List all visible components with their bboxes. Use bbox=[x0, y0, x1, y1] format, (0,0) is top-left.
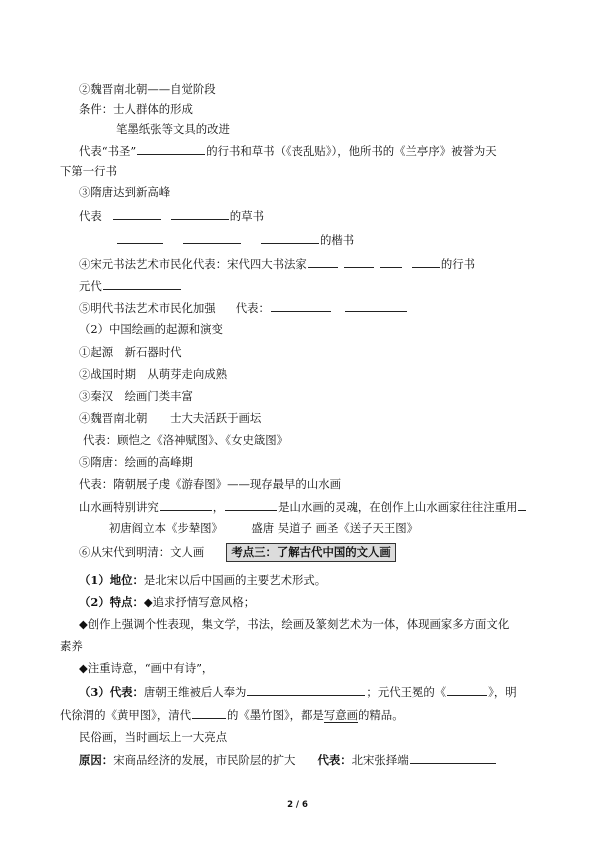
text-line bbox=[79, 256, 475, 272]
fill-blank[interactable] bbox=[412, 256, 440, 268]
text-line: 条件：士人群体的形成 bbox=[79, 102, 193, 116]
fill-blank[interactable] bbox=[113, 208, 161, 220]
text-fragment: 代表： bbox=[235, 301, 270, 315]
fill-blank[interactable] bbox=[247, 684, 365, 696]
text-fragment: 的楷书 bbox=[320, 233, 355, 247]
text-fragment: 的行书和草书（《丧乱贴》），他所书的《兰亭序》被誉为天 bbox=[206, 144, 497, 158]
text-fragment: ◆追求抒情写意风格； bbox=[143, 595, 256, 609]
text-fragment: 的《墨竹图》，都是 bbox=[227, 708, 324, 722]
text-fragment: 北宋张择端 bbox=[351, 753, 409, 767]
fill-blank[interactable] bbox=[103, 278, 181, 290]
text-fragment: ⑥从宋代到明清：文人画 bbox=[79, 545, 205, 559]
fill-blank[interactable] bbox=[380, 256, 402, 268]
text-fragment: （1）地位： bbox=[79, 573, 144, 587]
text-fragment: 是北宋以后中国画的主要艺术形式。 bbox=[143, 573, 327, 587]
text-line bbox=[79, 595, 255, 610]
text-fragment: ；元代王冕的《 bbox=[366, 685, 447, 699]
text-fragment: ， bbox=[212, 500, 225, 514]
fill-blank[interactable] bbox=[344, 256, 374, 268]
text-fragment: 的精品。 bbox=[358, 708, 404, 722]
fill-blank[interactable] bbox=[192, 707, 226, 719]
fill-blank[interactable] bbox=[171, 208, 229, 220]
text-line: ②战国时期 从萌芽走向成熟 bbox=[79, 367, 228, 381]
text-fragment: ④宋元书法艺术市民化代表：宋代四大书法家 bbox=[79, 257, 307, 271]
fill-blank[interactable] bbox=[410, 752, 496, 764]
text-line: ③隋唐达到新高峰 bbox=[79, 185, 171, 199]
fill-blank[interactable] bbox=[261, 232, 319, 244]
text-line: ③秦汉 绘画门类丰富 bbox=[79, 389, 193, 403]
fill-blank[interactable] bbox=[183, 232, 241, 244]
fill-blank[interactable] bbox=[225, 499, 277, 511]
text-line: 代表：顾恺之《洛神赋图》、《女史箴图》 bbox=[83, 433, 289, 447]
fill-blank[interactable] bbox=[160, 499, 212, 511]
text-line: 笔墨纸张等文具的改进 bbox=[116, 122, 230, 136]
fill-blank[interactable] bbox=[117, 232, 163, 244]
fill-blank[interactable] bbox=[137, 143, 205, 155]
text-fragment: 》，明 bbox=[488, 685, 517, 699]
text-fragment: 元代 bbox=[79, 279, 102, 293]
text-line bbox=[79, 208, 264, 224]
text-line bbox=[79, 143, 497, 159]
text-line bbox=[79, 543, 396, 562]
page-number: 2 / 6 bbox=[287, 800, 308, 810]
text-line bbox=[79, 499, 527, 515]
text-line: ①起源 新石器时代 bbox=[79, 345, 182, 359]
text-line bbox=[79, 573, 326, 588]
text-line bbox=[79, 684, 517, 700]
text-fragment: 写意画 bbox=[323, 708, 359, 722]
text-line: ④魏晋南北朝 士大夫活跃于画坛 bbox=[79, 411, 262, 425]
text-line: 素养 bbox=[60, 639, 83, 653]
text-fragment: 代徐渭的《黄甲图》，清代 bbox=[60, 708, 191, 722]
text-fragment: （3）代表： bbox=[79, 685, 144, 699]
text-fragment: 山水画特别讲究 bbox=[79, 500, 159, 514]
fill-blank[interactable] bbox=[271, 300, 331, 312]
text-fragment: 原因： bbox=[79, 753, 114, 767]
text-line bbox=[79, 278, 182, 294]
text-line: ⑤隋唐：绘画的高峰期 bbox=[79, 455, 193, 469]
text-line: （2）中国绘画的起源和演变 bbox=[79, 322, 223, 336]
text-line bbox=[60, 707, 404, 723]
text-line bbox=[79, 752, 497, 768]
text-line: 民俗画，当时画坛上一大亮点 bbox=[79, 730, 228, 744]
text-fragment: 代表 bbox=[79, 209, 102, 223]
text-fragment: 宋商品经济的发展，市民阶层的扩大 bbox=[113, 753, 296, 767]
text-line: ②魏晋南北朝——自觉阶段 bbox=[79, 82, 216, 96]
text-fragment: 唐朝王维被后人奉为 bbox=[143, 685, 247, 699]
text-fragment: 的草书 bbox=[229, 209, 264, 223]
text-fragment: 代表“书圣” bbox=[79, 144, 137, 158]
fill-blank[interactable] bbox=[518, 499, 526, 511]
text-line: ◆注重诗意，“画中有诗”， bbox=[79, 661, 214, 675]
text-fragment: （2）特点： bbox=[79, 595, 144, 609]
text-fragment: ⑤明代书法艺术市民化加强 bbox=[79, 301, 216, 315]
text-fragment: 代表： bbox=[317, 753, 352, 767]
text-line: 代表：隋朝展子虔《游春图》——现存最早的山水画 bbox=[79, 477, 341, 491]
text-line bbox=[116, 232, 354, 248]
text-line bbox=[79, 300, 408, 316]
section-heading: 考点三：了解古代中国的文人画 bbox=[226, 543, 395, 562]
fill-blank[interactable] bbox=[308, 256, 338, 268]
fill-blank[interactable] bbox=[447, 684, 487, 696]
fill-blank[interactable] bbox=[345, 300, 407, 312]
text-fragment: 的行书 bbox=[440, 257, 476, 271]
text-line: ◆创作上强调个性表现，集文学，书法，绘画及篆刻艺术为一体，体现画家多方面文化 bbox=[79, 617, 510, 631]
text-fragment: 是山水画的灵魂，在创作上山水画家往往注重用 bbox=[278, 500, 518, 514]
text-line: 初唐阎立本《步辇图》 盛唐 吴道子 画圣《送子天王图》 bbox=[109, 521, 419, 535]
text-line: 下第一行书 bbox=[60, 164, 117, 178]
